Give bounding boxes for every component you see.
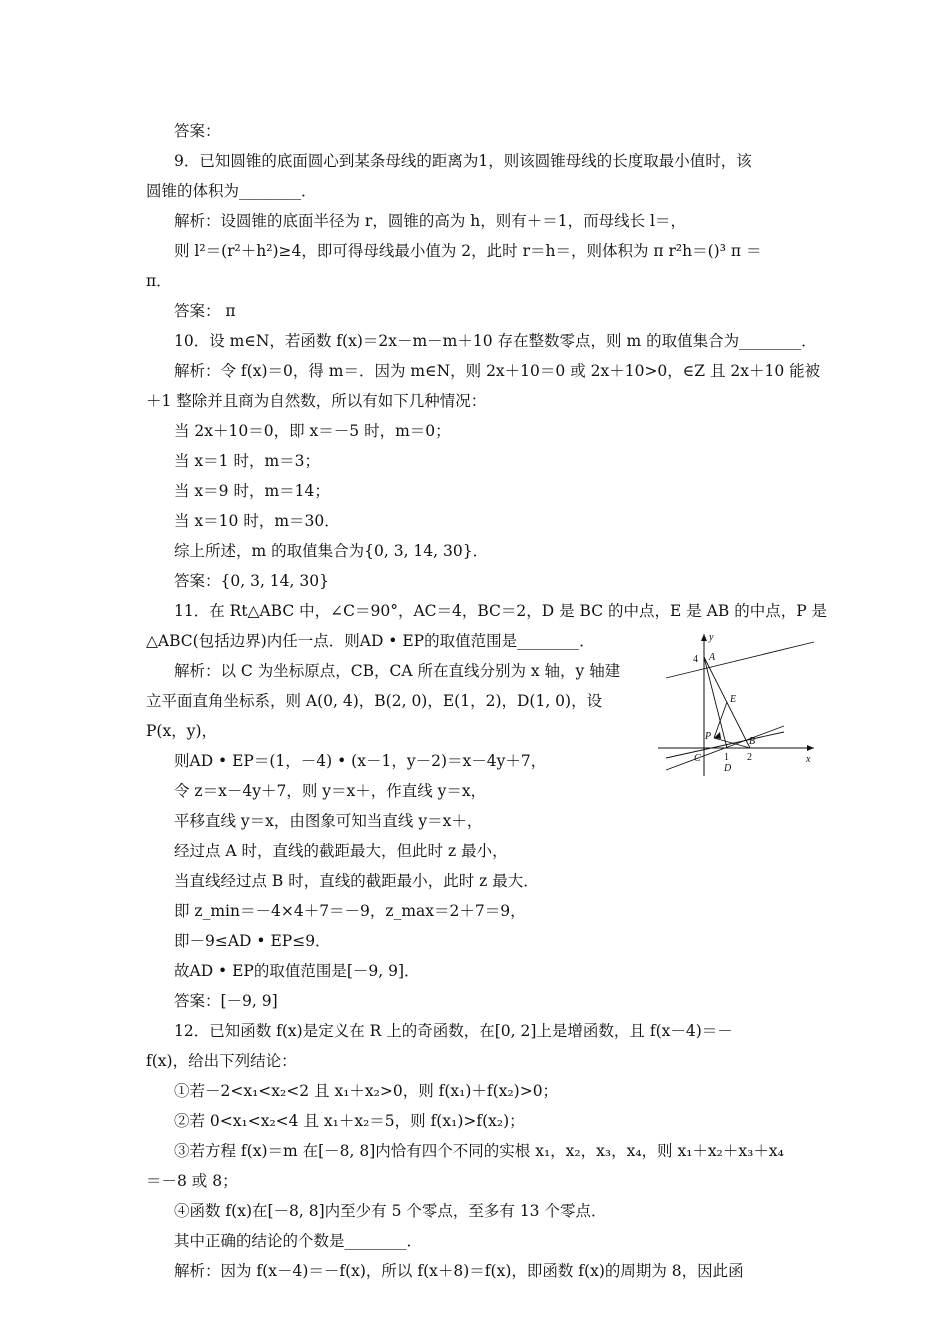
point-e-label: E bbox=[730, 694, 737, 705]
text-line: 12．已知函数 f(x)是定义在 R 上的奇函数，在[0, 2]上是增函数，且 f(x－4)＝－ bbox=[174, 1022, 733, 1040]
text-line: 答案： π bbox=[174, 302, 236, 320]
text-line: 答案：{0, 3, 14, 30} bbox=[174, 572, 329, 590]
text-line: 当 2x＋10＝0，即 x＝－5 时，m＝0； bbox=[174, 422, 451, 440]
text-line: 则 l²＝(r²＋h²)≥4，即可得母线最小值为 2，此时 r＝h＝，则体积为 π r²h＝()³ π ＝ bbox=[174, 242, 762, 260]
line-through-a bbox=[666, 642, 814, 678]
point-c-label: C bbox=[694, 753, 701, 764]
x-tick-1-label: 1 bbox=[724, 752, 729, 763]
text-line: 经过点 A 时，直线的截距最大，但此时 z 最小， bbox=[174, 842, 508, 860]
text-line: 解析：因为 f(x－4)＝－f(x)，所以 f(x＋8)＝f(x)，即函数 f(x)的周期为 8，因此函 bbox=[174, 1262, 744, 1280]
text-line: 10．设 m∈N，若函数 f(x)＝2x－m－m＋10 存在整数零点，则 m 的取值集合为________． bbox=[174, 332, 817, 350]
text-line: ＝－8 或 8； bbox=[146, 1172, 238, 1190]
text-line: ＋1 整除并且商为自然数，所以有如下几种情况： bbox=[146, 392, 487, 410]
text-line: 即－9≤AD • EP≤9． bbox=[174, 932, 331, 950]
text-line: 答案：[－9, 9] bbox=[174, 992, 278, 1010]
text-line: ③若方程 f(x)＝m 在[－8, 8]内恰有四个不同的实根 x₁，x₂，x₃，x₄，则 x₁＋x₂＋x₃＋x₄ bbox=[174, 1142, 784, 1160]
text-line: 解析：令 f(x)＝0，得 m＝．因为 m∈N，则 2x＋10＝0 或 2x＋10>0，∈Z 且 2x＋10 能被 bbox=[174, 362, 821, 380]
y-tick-4-label: 4 bbox=[693, 654, 698, 665]
text-line: 当直线经过点 B 时，直线的截距最小，此时 z 最大． bbox=[174, 872, 539, 890]
point-b-label: B bbox=[749, 736, 756, 747]
text-line: 圆锥的体积为________． bbox=[146, 182, 317, 200]
text-line: 平移直线 y＝x，由图象可知当直线 y＝x＋， bbox=[174, 812, 483, 830]
text-line: 则AD • EP＝(1，－4) • (x－1，y－2)＝x－4y＋7， bbox=[174, 752, 547, 770]
point-p-label: P bbox=[705, 731, 712, 742]
x-axis-label: x bbox=[806, 754, 811, 765]
text-line: P(x，y)， bbox=[146, 722, 218, 740]
segment-ep bbox=[714, 702, 727, 738]
text-line: 解析：设圆锥的底面半径为 r，圆锥的高为 h，则有＋＝1，而母线长 l＝， bbox=[174, 212, 686, 230]
y-axis-label: y bbox=[709, 632, 714, 643]
point-d-label: D bbox=[724, 763, 732, 774]
text-line: 解析：以 C 为坐标原点，CB，CA 所在直线分别为 x 轴，y 轴建 bbox=[174, 662, 621, 680]
text-line: 令 z＝x－4y＋7，则 y＝x＋，作直线 y＝x， bbox=[174, 782, 487, 800]
text-line: 答案： bbox=[174, 122, 221, 140]
text-line: △ABC(包括边界)内任一点．则AD • EP的取值范围是________． bbox=[146, 632, 595, 650]
text-line: π． bbox=[146, 272, 172, 290]
text-line: 当 x＝1 时，m＝3； bbox=[174, 452, 321, 470]
text-line: 当 x＝9 时，m＝14； bbox=[174, 482, 330, 500]
x-tick-2-label: 2 bbox=[747, 752, 752, 763]
x-axis-arrow bbox=[807, 745, 814, 751]
text-line: 故AD • EP的取值范围是[－9, 9]． bbox=[174, 962, 420, 980]
text-line: 9．已知圆锥的底面圆心到某条母线的距离为1，则该圆锥母线的长度取最小值时，该 bbox=[174, 152, 752, 170]
text-line: 其中正确的结论的个数是________． bbox=[174, 1232, 423, 1250]
y-axis-arrow bbox=[701, 634, 707, 641]
text-line: f(x)，给出下列结论： bbox=[146, 1052, 297, 1070]
text-line: 综上所述，m 的取值集合为{0, 3, 14, 30}． bbox=[174, 542, 489, 560]
point-a-label: A bbox=[709, 652, 716, 663]
text-line: 立平面直角坐标系，则 A(0, 4)，B(2, 0)，E(1，2)，D(1, 0)，设 bbox=[146, 692, 603, 710]
text-line: ②若 0<x₁<x₂<4 且 x₁＋x₂＝5，则 f(x₁)>f(x₂)； bbox=[174, 1112, 525, 1130]
text-line: ④函数 f(x)在[－8, 8]内至少有 5 个零点，至多有 13 个零点． bbox=[174, 1202, 607, 1220]
text-line: 当 x＝10 时，m＝30． bbox=[174, 512, 340, 530]
text-line: 即 z_min＝－4×4＋7＝－9，z_max＝2＋7＝9， bbox=[174, 902, 526, 920]
coordinate-figure bbox=[656, 630, 816, 778]
text-line: 11．在 Rt△ABC 中，∠C＝90°，AC＝4，BC＝2，D 是 BC 的中点，E 是 AB 的中点，P 是 bbox=[174, 602, 828, 620]
text-line: ①若－2<x₁<x₂<2 且 x₁＋x₂>0，则 f(x₁)＋f(x₂)>0； bbox=[174, 1082, 559, 1100]
